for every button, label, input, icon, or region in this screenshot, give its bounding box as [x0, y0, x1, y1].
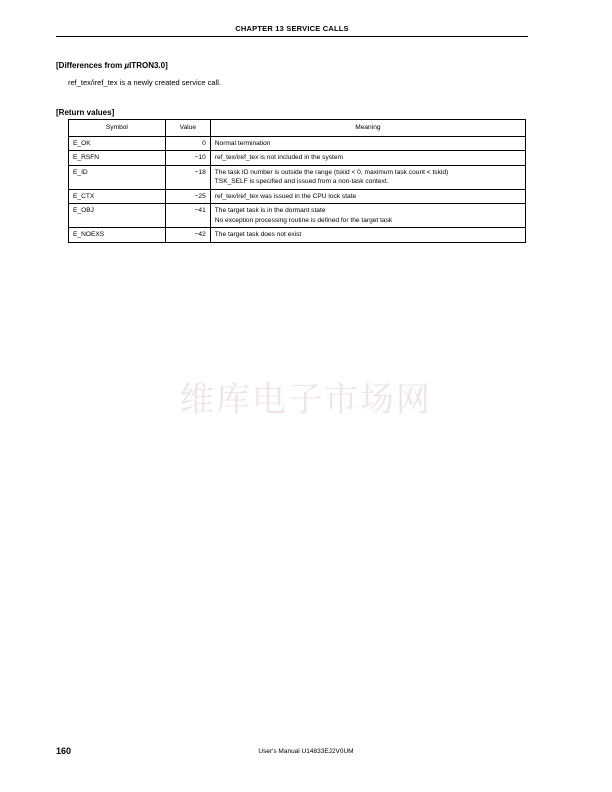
table-row: [69, 165, 526, 189]
symbol-cell: E_NOEXS: [69, 228, 166, 243]
table-row: [69, 151, 526, 166]
symbol-cell: E_OK: [69, 136, 166, 151]
symbol-cell: E_OBJ: [69, 204, 166, 228]
table-header-row: [69, 120, 526, 137]
column-header-value: Value: [165, 120, 210, 137]
table-row: [69, 189, 526, 204]
column-header-symbol: Symbol: [69, 120, 166, 137]
value-cell: −18: [165, 165, 210, 189]
value-cell: −25: [165, 189, 210, 204]
meaning-line: TSK_SELF is specified and issued from a non-task context.: [214, 178, 389, 186]
page-number: 160: [56, 746, 72, 756]
table-row: [69, 204, 526, 228]
meaning-cell: [210, 228, 525, 243]
meaning-cell: [210, 204, 525, 228]
differences-heading: [56, 61, 168, 70]
value-cell: −42: [165, 228, 210, 243]
value-cell: 0: [165, 136, 210, 151]
meaning-line: The target task is in the dormant state: [214, 207, 326, 215]
meaning-line: No exception processing routine is defined for the target task: [214, 216, 393, 224]
symbol-cell: E_RSFN: [69, 151, 166, 166]
return-values-heading: [Return values]: [56, 108, 115, 117]
watermark-text: 维库电子市场网: [180, 380, 432, 420]
differences-heading-suffix: ITRON3.0]: [129, 61, 168, 70]
footer-manual-id: User's Manual U14833EJ2V0UM: [258, 748, 354, 755]
column-header-meaning: Meaning: [210, 120, 525, 137]
header-divider: [56, 36, 528, 37]
meaning-line: ref_tex/iref_tex is not included in the system: [214, 154, 344, 162]
value-cell: −41: [165, 204, 210, 228]
page-header: CHAPTER 13 SERVICE CALLS: [235, 24, 349, 33]
meaning-line: Normal termination: [214, 139, 271, 147]
meaning-cell: [210, 165, 525, 189]
value-cell: −10: [165, 151, 210, 166]
meaning-cell: [210, 136, 525, 151]
symbol-cell: E_ID: [69, 165, 166, 189]
meaning-cell: [210, 151, 525, 166]
differences-heading-prefix: [Differences from: [56, 61, 125, 70]
return-values-table: [68, 119, 526, 243]
table-row: [69, 228, 526, 243]
table-row: [69, 136, 526, 151]
meaning-line: The target task does not exist: [214, 231, 302, 239]
meaning-line: The task ID number is outside the range (tskid < 0, maximum task count < tskid): [214, 168, 449, 176]
meaning-line: ref_tex/iref_tex was issued in the CPU lock state: [214, 192, 357, 200]
symbol-cell: E_CTX: [69, 189, 166, 204]
differences-heading-mu: µ: [124, 61, 130, 70]
differences-text: ref_tex/iref_tex is a newly created service call.: [68, 78, 221, 87]
meaning-cell: [210, 189, 525, 204]
